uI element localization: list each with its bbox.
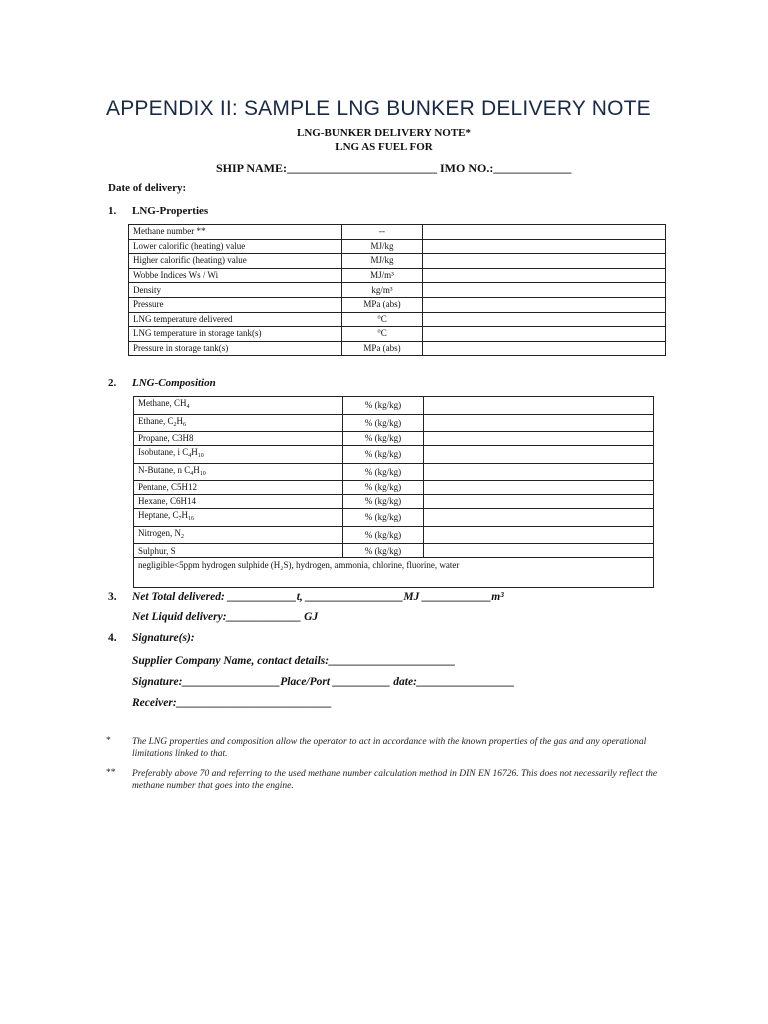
component-unit: % (kg/kg): [343, 432, 424, 446]
table-row: [134, 526, 654, 544]
component-label: [134, 414, 343, 432]
subscript: 4: [186, 404, 190, 410]
subscript: 4: [188, 453, 192, 460]
component-label: [134, 463, 343, 481]
net-liquid-delivery-line: Net Liquid delivery:_____________ GJ: [132, 611, 319, 623]
property-unit: --: [342, 225, 423, 240]
table-row: [134, 397, 654, 415]
property-label: Lower calorific (heating) value: [129, 239, 342, 254]
supplier-details-line: Supplier Company Name, contact details:______________________: [132, 655, 456, 667]
component-value: [424, 544, 654, 558]
property-label: Density: [129, 283, 342, 298]
composition-note: negligible<5ppm hydrogen sulphide (H₂S), hydrogen, ammonia, chlorine, fluorine, water: [134, 558, 654, 588]
footnote-text: The LNG properties and composition allow the operator to act in accordance with the known properties of the gas and any operational limitations linked to that.: [132, 737, 647, 759]
table-row: [134, 414, 654, 432]
table-row: [129, 327, 666, 342]
component-label: [134, 432, 343, 446]
appendix-heading: APPENDIX II: SAMPLE LNG BUNKER DELIVERY NOTE: [106, 97, 651, 120]
component-label: [134, 397, 343, 415]
component-label: [134, 446, 343, 464]
subscript: 10: [199, 470, 206, 477]
formula-part: H: [191, 447, 198, 458]
footnote-mark: *: [106, 736, 111, 746]
signatures-heading: [108, 632, 195, 644]
component-value: [424, 495, 654, 509]
component-unit: % (kg/kg): [343, 544, 424, 558]
component-label: [134, 544, 343, 558]
property-unit: °C: [342, 327, 423, 342]
property-label: Pressure in storage tank(s): [129, 341, 342, 356]
table-row: [129, 312, 666, 327]
property-unit: MPa (abs): [342, 297, 423, 312]
note-subtitle: LNG AS FUEL FOR: [335, 141, 433, 153]
component-unit: % (kg/kg): [343, 526, 424, 544]
component-unit: % (kg/kg): [343, 495, 424, 509]
table-row: [129, 254, 666, 269]
section-number: 3.: [108, 591, 117, 603]
component-name: Heptane, C: [138, 510, 179, 521]
component-label: [134, 509, 343, 527]
footnote-mark: **: [106, 768, 116, 778]
formula-part: H: [181, 510, 188, 521]
section-number: 2.: [108, 377, 117, 389]
component-name: Isobutane, i C: [138, 447, 189, 458]
property-unit: MJ/kg: [342, 254, 423, 269]
subscript: 2: [173, 421, 177, 428]
component-value: [424, 397, 654, 415]
subscript: 16: [188, 516, 194, 523]
table-row: [134, 495, 654, 509]
date-of-delivery-label: Date of delivery:: [108, 182, 187, 194]
property-unit: °C: [342, 312, 423, 327]
property-unit: kg/m³: [342, 283, 423, 298]
component-unit: % (kg/kg): [343, 481, 424, 495]
component-label: [134, 495, 343, 509]
component-unit: % (kg/kg): [343, 397, 424, 415]
section-composition-heading: [108, 377, 216, 389]
property-unit: MJ/kg: [342, 239, 423, 254]
lng-composition-table: [133, 396, 654, 588]
property-value: [423, 341, 666, 356]
table-row: [134, 558, 654, 588]
component-unit: % (kg/kg): [343, 463, 424, 481]
section-title: LNG-Properties: [132, 205, 209, 217]
footnote-text: Preferably above 70 and referring to the used methane number calculation method in DIN EN 16726. This does not necessarily reflect the methane number that goes into the engine.: [132, 769, 658, 791]
lng-properties-table: [128, 224, 666, 356]
table-row: [134, 446, 654, 464]
ship-name-imo-line: SHIP NAME:_________________________ IMO NO.:_____________: [216, 161, 572, 175]
component-value: [424, 509, 654, 527]
signature-place-date-line: Signature:_________________Place/Port __________ date:_________________: [132, 676, 515, 688]
section-number: 1.: [108, 205, 117, 217]
component-value: [424, 432, 654, 446]
table-row: [129, 341, 666, 356]
component-label: [134, 526, 343, 544]
property-unit: MJ/m³: [342, 268, 423, 283]
receiver-line: Receiver:___________________________: [132, 697, 332, 709]
component-value: [424, 526, 654, 544]
component-name: Propane, C3H8: [138, 433, 194, 444]
component-value: [424, 446, 654, 464]
component-value: [424, 463, 654, 481]
signatures-text: Signature(s):: [132, 632, 195, 644]
table-row: [134, 509, 654, 527]
property-value: [423, 327, 666, 342]
property-value: [423, 225, 666, 240]
property-label: Methane number **: [129, 225, 342, 240]
table-row: [129, 225, 666, 240]
property-label: LNG temperature in storage tank(s): [129, 327, 342, 342]
formula-part: H: [193, 464, 200, 475]
table-row: [134, 544, 654, 558]
subscript: 6: [183, 421, 186, 428]
component-name: N-Butane, n C: [138, 464, 191, 475]
component-name: Ethane, C: [138, 415, 174, 426]
property-unit: MPa (abs): [342, 341, 423, 356]
property-value: [423, 297, 666, 312]
table-row: [129, 268, 666, 283]
property-label: Wobbe Indices Ws / Wi: [129, 268, 342, 283]
component-value: [424, 481, 654, 495]
component-value: [424, 414, 654, 432]
component-unit: % (kg/kg): [343, 414, 424, 432]
component-name: Sulphur, S: [138, 545, 176, 556]
table-row: [129, 297, 666, 312]
net-total-delivered-line: [108, 591, 504, 603]
section-title: LNG-Composition: [132, 377, 216, 389]
component-name: Pentane, C5H12: [138, 482, 197, 493]
subscript: 7: [178, 516, 182, 523]
section-properties-heading: [108, 205, 208, 217]
table-row: [134, 481, 654, 495]
property-value: [423, 239, 666, 254]
subscript: 4: [190, 470, 194, 477]
section-number: 4.: [108, 632, 117, 644]
component-unit: % (kg/kg): [343, 509, 424, 527]
component-label: [134, 481, 343, 495]
property-value: [423, 254, 666, 269]
table-row: [134, 463, 654, 481]
note-title: LNG-BUNKER DELIVERY NOTE*: [296, 127, 471, 139]
property-label: LNG temperature delivered: [129, 312, 342, 327]
component-unit: % (kg/kg): [343, 446, 424, 464]
component-name: Hexane, C6H14: [138, 496, 196, 507]
table-row: [134, 432, 654, 446]
property-value: [423, 268, 666, 283]
property-value: [423, 312, 666, 327]
net-total-text: Net Total delivered: ____________t, _________________MJ ____________m³: [132, 591, 504, 603]
table-row: [129, 283, 666, 298]
component-name: Nitrogen, N: [138, 527, 181, 538]
table-row: [129, 239, 666, 254]
formula-part: H: [176, 415, 183, 426]
property-label: Pressure: [129, 297, 342, 312]
property-label: Higher calorific (heating) value: [129, 254, 342, 269]
subscript: 2: [181, 533, 184, 540]
subscript: 10: [197, 453, 204, 460]
property-value: [423, 283, 666, 298]
component-name: Methane, CH: [138, 398, 187, 408]
